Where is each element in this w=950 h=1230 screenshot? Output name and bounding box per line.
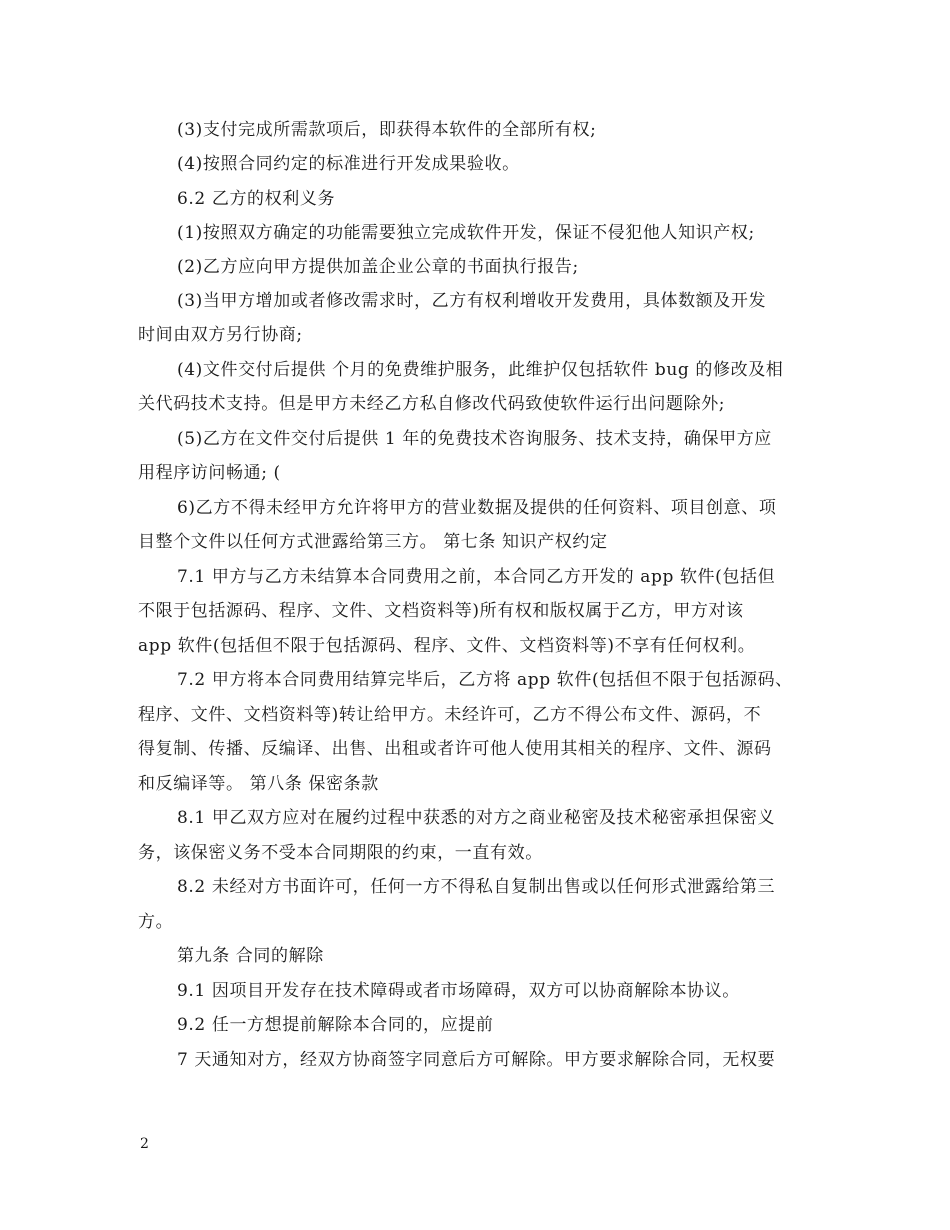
text-line: 8.1 甲乙双方应对在履约过程中获悉的对方之商业秘密及技术秘密承担保密义 (177, 808, 776, 828)
text-line: 用程序访问畅通; ( (138, 463, 281, 483)
text-line: 9.1 因项目开发存在技术障碍或者市场障碍，双方可以协商解除本协议。 (177, 981, 740, 1001)
text-line: 目整个文件以任何方式泄露给第三方。 第七条 知识产权约定 (138, 532, 608, 552)
text-line: 关代码技术支持。但是甲方未经乙方私自修改代码致使软件运行出问题除外; (138, 394, 726, 414)
section-heading: 6.2 乙方的权利义务 (177, 189, 336, 209)
text-line: 不限于包括源码、程序、文件、文档资料等)所有权和版权属于乙方，甲方对该 (138, 601, 744, 621)
text-line: (3)支付完成所需款项后，即获得本软件的全部所有权; (177, 120, 597, 140)
text-line: 8.2 未经对方书面许可，任何一方不得私自复制出售或以任何形式泄露给第三 (177, 877, 776, 897)
text-line: 得复制、传播、反编译、出售、出租或者许可他人使用其相关的程序、文件、源码 (138, 739, 772, 759)
text-line: 6)乙方不得未经甲方允许将甲方的营业数据及提供的任何资料、项目创意、项 (177, 498, 777, 518)
section-heading: 第九条 合同的解除 (177, 946, 324, 966)
text-line: app 软件(包括但不限于包括源码、程序、文件、文档资料等)不享有任何权利。 (138, 636, 756, 656)
text-line: (5)乙方在文件交付后提供 1 年的免费技术咨询服务、技术支持，确保甲方应 (177, 429, 772, 449)
text-line: (3)当甲方增加或者修改需求时，乙方有权利增收开发费用，具体数额及开发 (177, 291, 767, 311)
text-line: 时间由双方另行协商; (138, 325, 303, 345)
text-line: 和反编译等。 第八条 保密条款 (138, 774, 379, 794)
page-number: 2 (140, 1136, 149, 1152)
text-line: 7 天通知对方，经双方协商签字同意后方可解除。甲方要求解除合同，无权要 (177, 1050, 776, 1070)
text-line: (4)按照合同约定的标准进行开发成果验收。 (177, 154, 520, 174)
text-line: (2)乙方应向甲方提供加盖企业公章的书面执行报告; (177, 257, 579, 277)
text-line: (1)按照双方确定的功能需要独立完成软件开发，保证不侵犯他人知识产权; (177, 223, 755, 243)
text-line: 7.2 甲方将本合同费用结算完毕后，乙方将 app 软件(包括但不限于包括源码、 (177, 670, 793, 690)
text-line: 9.2 任一方想提前解除本合同的，应提前 (177, 1015, 494, 1035)
text-line: (4)文件交付后提供 个月的免费维护服务，此维护仅包括软件 bug 的修改及相 (177, 360, 784, 380)
text-line: 方。 (138, 912, 174, 932)
text-line: 程序、文件、文档资料等)转让给甲方。未经许可，乙方不得公布文件、源码，不 (138, 705, 762, 725)
text-line: 务，该保密义务不受本合同期限的约束，一直有效。 (138, 843, 543, 863)
text-line: 7.1 甲方与乙方未结算本合同费用之前，本合同乙方开发的 app 软件(包括但 (177, 567, 776, 587)
